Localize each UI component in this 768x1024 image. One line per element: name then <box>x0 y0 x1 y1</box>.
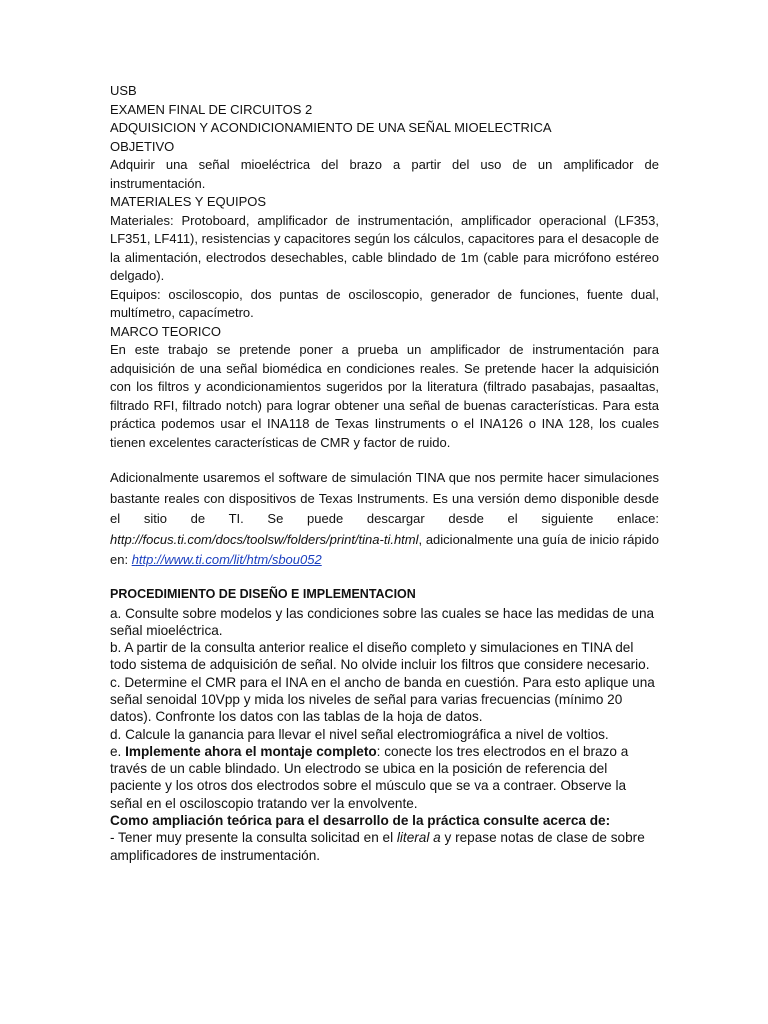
procedimiento-item-b: b. A partir de la consulta anterior realice el diseño completo y simulaciones en TINA del todo sistema de adquisición de señal. No olvide incluir los filtros que considere necesario. <box>110 640 650 673</box>
paragraph-gap <box>110 452 659 468</box>
procedimiento-item-d: d. Calcule la ganancia para llevar el nivel señal electromiográfica a nivel de voltios. <box>110 726 609 742</box>
tener-end: y repase notas de clase de sobre amplificadores de instrumentación. <box>110 830 645 863</box>
paragraph-gap <box>110 571 659 585</box>
section-title-objetivo: OBJETIVO <box>110 138 175 154</box>
section-title-materiales: MATERIALES Y EQUIPOS <box>110 194 267 209</box>
document-page <box>110 82 659 864</box>
tener-italic: literal a <box>396 830 441 846</box>
header-topic: ADQUISICION Y ACONDICIONAMIENTO DE UNA SEÑAL MIOELECTRICA <box>110 120 552 135</box>
section-title-marco: MARCO TEORICO <box>110 323 221 339</box>
marco-paragraph-2 <box>110 468 659 571</box>
tener-presente-text <box>110 829 659 864</box>
equipos-text: Equipos: osciloscopio, dos puntas de osciloscopio, generador de funciones, fuente dual, multímetro, capacímetro. <box>110 286 659 320</box>
marco-p2-start: Adicionalmente usaremos el software de simulación TINA que nos permite hacer simulaciones bastante reales con dispositivos de Texas Instruments. Es una versión demo disponible desde el sitio de TI. Se puede descargar desde el siguiente enlace: <box>110 470 659 526</box>
materiales-text: Materiales: Protoboard, amplificador de instrumentación, amplificador operacional (LF353, LF351, LF411), resistencias y capacitores según los cálculos, capacitores para el desacople de la alimentación, electrodos desechables, cable blindado de 1m (cable para micrófono estéreo delgado). <box>110 212 659 283</box>
item-e-prefix: e. <box>110 743 126 759</box>
tener-start: - Tener muy presente la consulta solicitad en el <box>110 830 397 846</box>
tina-download-url: http://focus.ti.com/docs/toolsw/folders/print/tina-ti.html <box>110 531 419 547</box>
procedimiento-item-c: c. Determine el CMR para el INA en el ancho de banda en cuestión. Para esto aplique una señal senoidal 10Vpp y mida los niveles de señal para varias frecuencias (mínimo 20 datos). Confronte los datos con las tablas de la hoja de datos. <box>110 674 655 725</box>
procedimiento-item-a: a. Consulte sobre modelos y las condiciones sobre las cuales se hace las medidas de una señal mioeléctrica. <box>110 605 655 638</box>
marco-paragraph-1: En este trabajo se pretende poner a prueba un amplificador de instrumentación para adquisición de una señal biomédica en condiciones reales. Se pretende hacer la adquisición con los filtros y acondicionamientos sugeridos por la literatura (filtrado pasabajas, pasaaltas, filtrado RFI, filtrado notch) para lograr obtener una señal de buenas características. Para esta práctica podemos usar el INA118 de Texas Iinstruments o el INA126 o INA 128, los cuales tienen excelentes características de CMR y factor de ruido. <box>110 342 659 450</box>
objetivo-text: Adquirir una señal mioeléctrica del brazo a partir del uso de un amplificador de instrumentación. <box>110 157 659 191</box>
item-e-rest: : conecte los tres electrodos en el brazo a través de un cable blindado. Un electrodo se ubica en la posición de referencia del paciente y los otros dos electrodos sobre el músculo que se va a contraer. Observe la señal en el osciloscopio tratando ver la envolvente. <box>110 743 629 811</box>
header-institution: USB <box>110 83 137 98</box>
quick-start-guide-link[interactable]: http://www.ti.com/lit/htm/sbou052 <box>131 552 322 567</box>
marco-p2-mid: , adicionalmente una guía de inicio rápido en: <box>110 531 659 567</box>
item-e-bold: Implemente ahora el montaje completo <box>125 743 377 759</box>
header-exam-title: EXAMEN FINAL DE CIRCUITOS 2 <box>110 101 313 117</box>
ampliacion-heading: Como ampliación teórica para el desarrollo de la práctica consulte acerca de: <box>110 813 611 829</box>
procedimiento-item-e <box>110 743 659 812</box>
section-title-procedimiento: PROCEDIMIENTO DE DISEÑO E IMPLEMENTACION <box>110 586 416 601</box>
